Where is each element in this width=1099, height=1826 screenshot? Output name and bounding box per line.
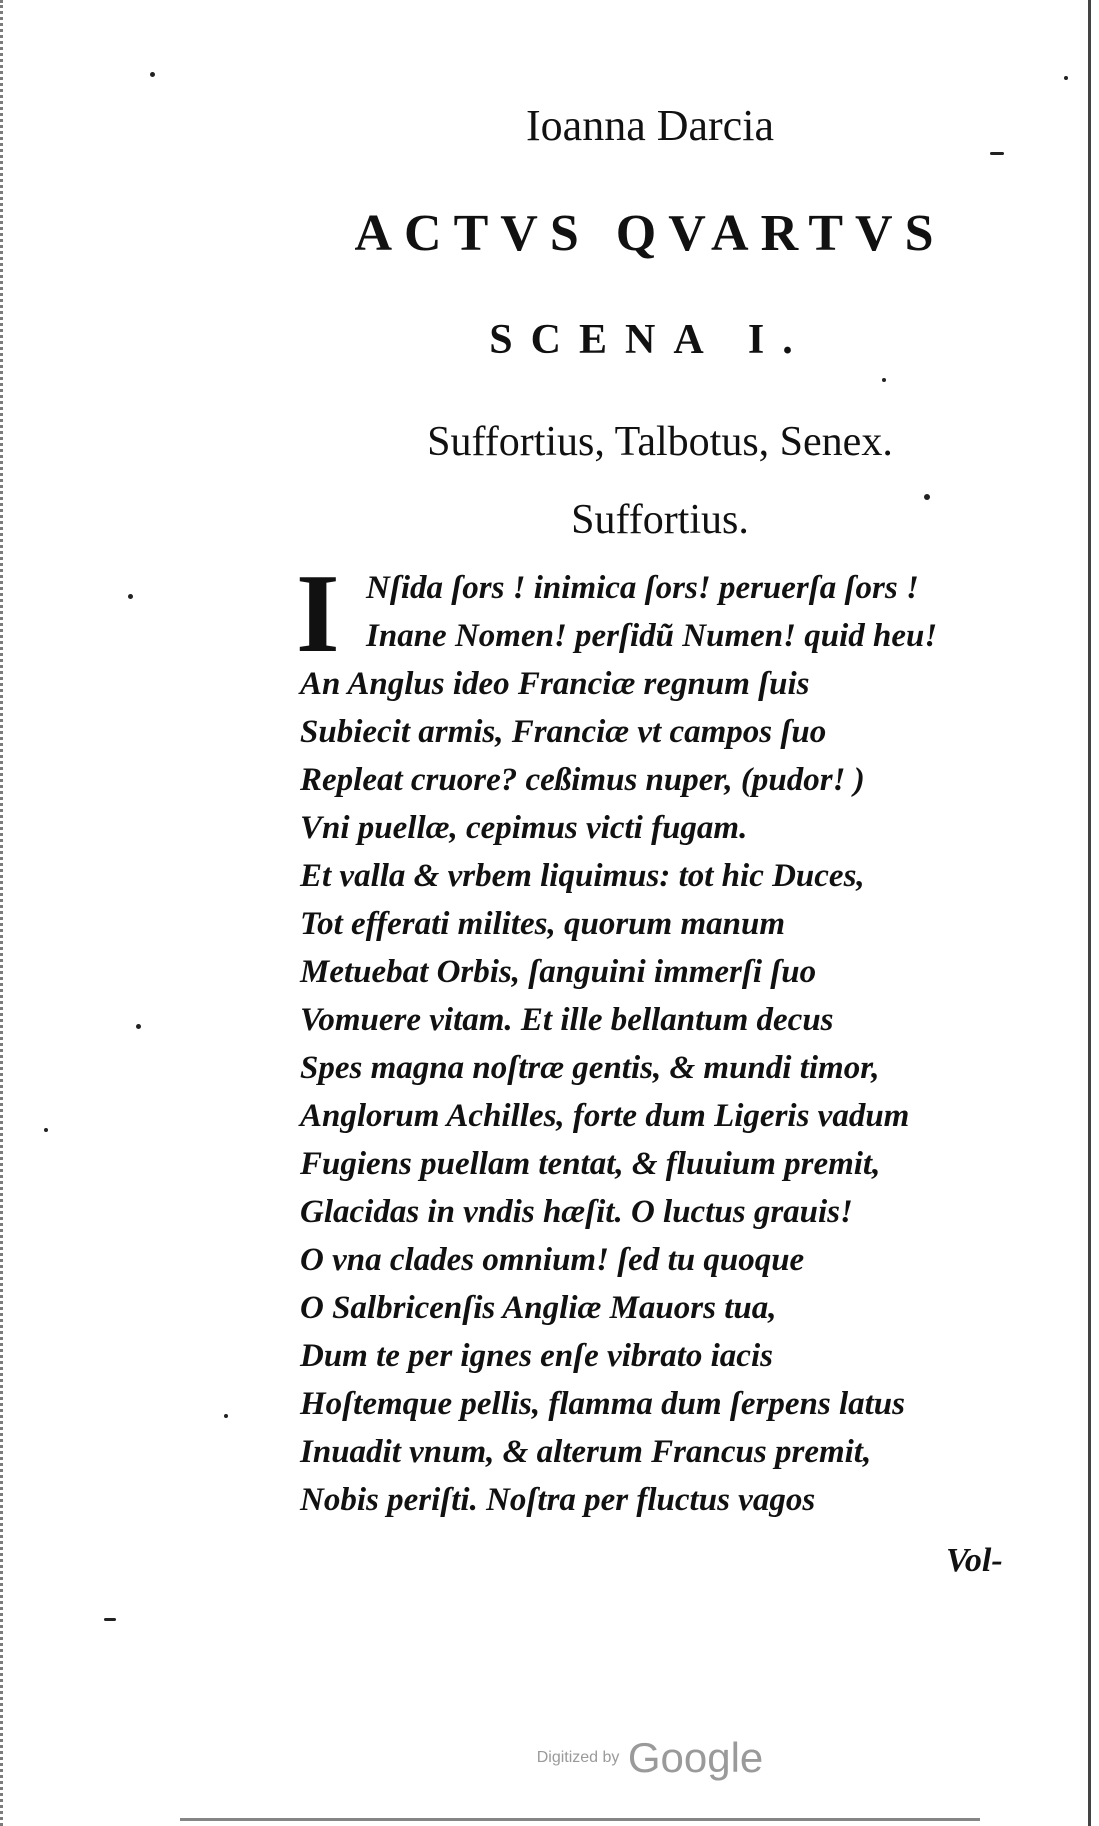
verse-line: Inane Nomen! perſidũ Numen! quid heu! bbox=[366, 618, 938, 654]
page-left-edge bbox=[0, 0, 9, 1826]
scene-heading: SCENA I. bbox=[489, 317, 811, 363]
verse-line: Dum te per ignes enſe vibrato iacis bbox=[300, 1338, 773, 1374]
verse-line: Et valla & vrbem liquimus: tot hic Duces, bbox=[300, 858, 865, 894]
catchword: Vol- bbox=[946, 1542, 1003, 1579]
watermark-prefix: Digitized by bbox=[536, 1749, 620, 1766]
verse-line: An Anglus ideo Franciæ regnum ſuis bbox=[300, 666, 810, 702]
ink-speck bbox=[136, 1024, 141, 1029]
ink-speck bbox=[128, 594, 133, 599]
verse-line: Vni puellæ, cepimus victi fugam. bbox=[300, 810, 748, 846]
drop-cap-initial: I bbox=[296, 552, 340, 676]
ink-speck bbox=[990, 152, 1004, 155]
watermark-brand: Google bbox=[627, 1734, 764, 1781]
ink-speck bbox=[44, 1128, 48, 1132]
ink-speck bbox=[150, 72, 155, 77]
ink-speck bbox=[1064, 76, 1068, 80]
verse-line: Inuadit vnum, & alterum Francus premit, bbox=[300, 1434, 872, 1470]
verse-line: Hoſtemque pellis, flamma dum ſerpens latus bbox=[300, 1386, 906, 1422]
dramatis-personae: Suffortius, Talbotus, Senex. bbox=[427, 419, 893, 465]
ink-speck bbox=[104, 1618, 116, 1621]
verse-line: O vna clades omnium! ſed tu quoque bbox=[300, 1242, 805, 1278]
page-bottom-edge bbox=[180, 1818, 980, 1821]
verse-line: Metuebat Orbis, ſanguini immerſi ſuo bbox=[300, 954, 817, 990]
verse-line: Fugiens puellam tentat, & fluuium premit, bbox=[300, 1146, 881, 1182]
verse-line: Tot efferati milites, quorum manum bbox=[300, 906, 785, 942]
verse-line: Nobis periſti. Noſtra per fluctus vagos bbox=[300, 1482, 816, 1518]
verse-line: Anglorum Achilles, forte dum Ligeris vadum bbox=[300, 1098, 910, 1134]
verse-line: Spes magna noſtræ gentis, & mundi timor, bbox=[300, 1050, 880, 1086]
verse-line: Repleat cruore? ceßimus nuper, (pudor! ) bbox=[300, 762, 865, 798]
act-heading: ACTVS QVARTVS bbox=[354, 205, 946, 262]
ink-speck bbox=[882, 378, 886, 382]
speaker-name: Suffortius. bbox=[571, 497, 749, 543]
page-right-edge bbox=[1088, 0, 1091, 1826]
verse-line: Vomuere vitam. Et ille bellantum decus bbox=[300, 1002, 834, 1038]
verse-line: O Salbricenſis Angliæ Mauors tua, bbox=[300, 1290, 777, 1326]
running-title: Ioanna Darcia bbox=[526, 101, 774, 150]
verse-line: Nſida ſors ! inimica ſors! peruerſa ſors ! bbox=[366, 570, 919, 606]
verse-line: Subiecit armis, Franciæ vt campos ſuo bbox=[300, 714, 827, 750]
digitized-watermark bbox=[300, 1734, 1000, 1782]
verse-line: Glacidas in vndis hæſit. O luctus grauis! bbox=[300, 1194, 853, 1230]
ink-speck bbox=[224, 1414, 228, 1418]
